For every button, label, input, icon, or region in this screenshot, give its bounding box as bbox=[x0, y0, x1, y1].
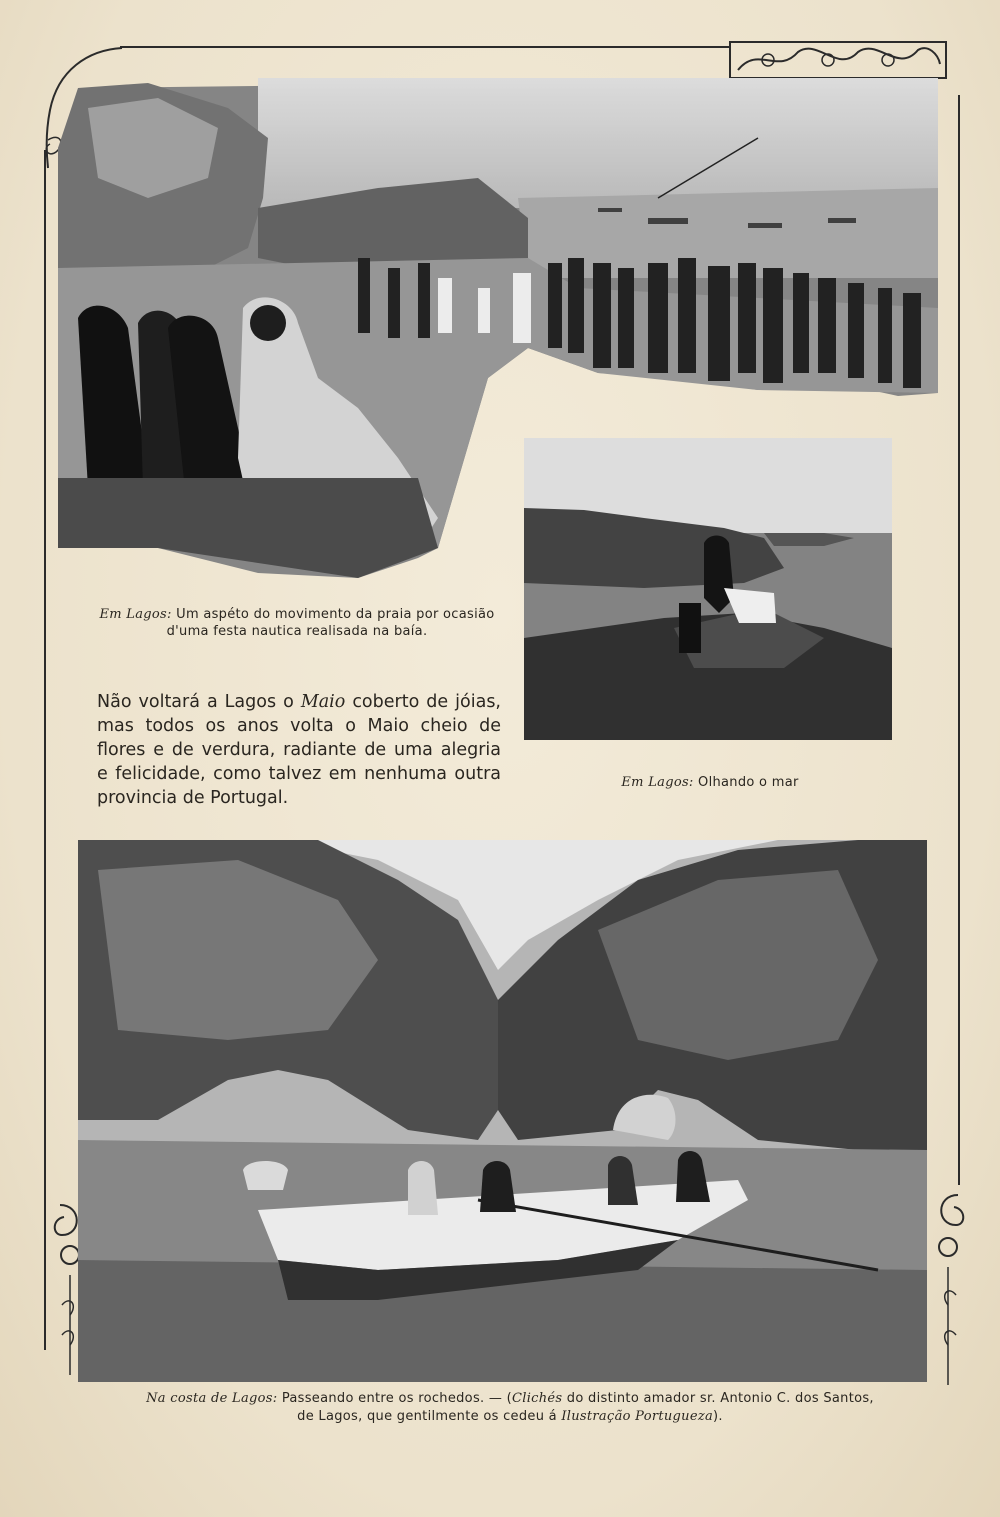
top-caption-place: Em Lagos: bbox=[99, 607, 172, 622]
paragraph-maio: Maio bbox=[300, 692, 346, 712]
paragraph-part-2: coberto de jóias, mas todos os anos volta o Maio cheio de flores e de verdura, radiante de uma alegria e felicidade, como talvez em nenhuma outra provincia de Portugal. bbox=[97, 692, 501, 808]
looking-at-sea-photo bbox=[524, 438, 892, 740]
bottom-photo-caption bbox=[100, 1390, 920, 1426]
top-photo-caption bbox=[98, 606, 496, 640]
article-paragraph bbox=[97, 690, 501, 810]
ornament-bottom-right bbox=[928, 1185, 968, 1405]
frame-left-line bbox=[44, 150, 46, 1350]
bottom-caption-text3: de Lagos, que gentilmente os cedeu á bbox=[297, 1409, 562, 1424]
right-photo-caption bbox=[524, 775, 896, 790]
right-caption-place: Em Lagos: bbox=[621, 775, 694, 790]
right-caption-text: Olhando o mar bbox=[698, 775, 799, 790]
top-caption-text: Um aspéto do movimento da praia por ocasião d'uma festa nautica realisada na baía. bbox=[166, 607, 495, 639]
bottom-caption-text2: do distinto amador sr. Antonio C. dos Santos, bbox=[562, 1391, 874, 1406]
bottom-caption-text4: ). bbox=[713, 1409, 723, 1424]
bottom-caption-cliches: Clichés bbox=[511, 1391, 563, 1406]
bottom-caption-place: Na costa de Lagos: bbox=[146, 1391, 278, 1406]
paragraph-part-1: Não voltará a Lagos o bbox=[97, 692, 301, 712]
bottom-caption-text1: Passeando entre os rochedos. — ( bbox=[281, 1391, 512, 1406]
frame-top-line bbox=[120, 46, 730, 48]
rowboat-rocks-photo bbox=[78, 840, 927, 1382]
bottom-caption-magazine: Ilustração Portugueza bbox=[561, 1409, 714, 1424]
frame-right-line bbox=[958, 95, 960, 1185]
